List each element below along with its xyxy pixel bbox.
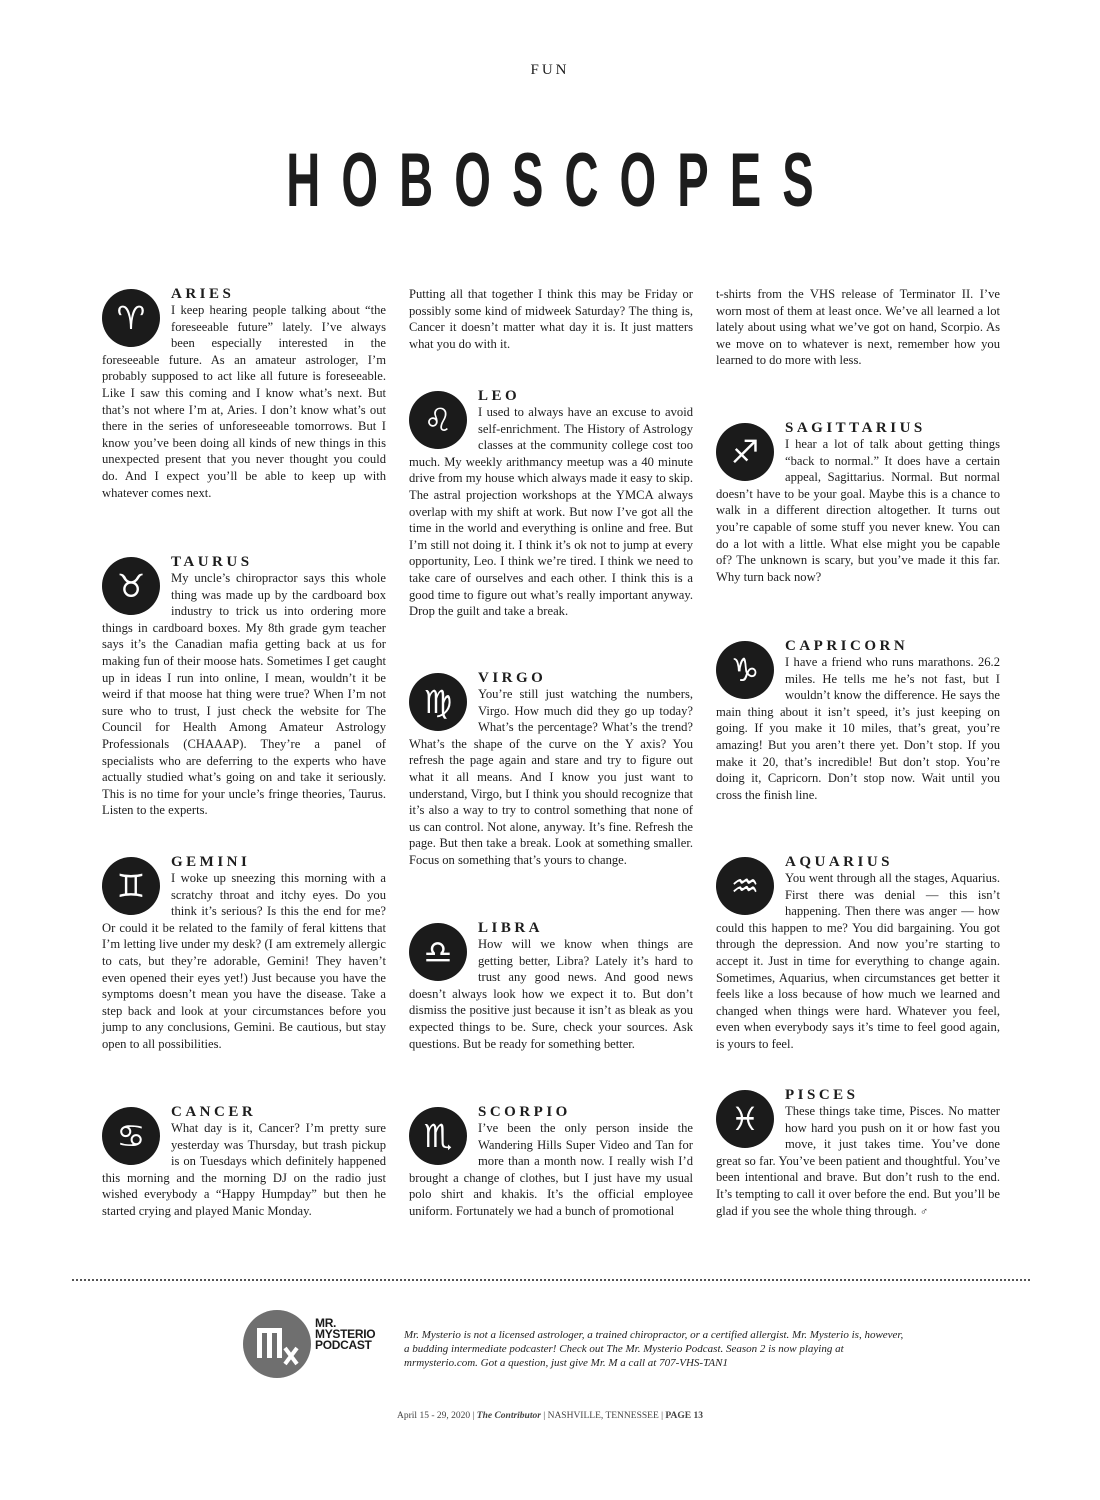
sign-name-taurus: TAURUS [171,554,253,570]
taurus-icon: ♉ [102,557,160,615]
footer-page-number: PAGE 13 [665,1411,703,1421]
entry-aries [102,286,386,501]
cancer-icon: ♋ [102,1107,160,1165]
gemini-icon: ♊ [102,857,160,915]
footer-location: NASHVILLE, TENNESSEE [547,1411,659,1421]
horoscope-text-leo: I used to always have an excuse to avoid self-enrichment. The History of Astrology classes at the community college cost too much. My weekly arithmancy meetup was a 40 minute drive from my house which always made it easy to skip. The astral projection workshops at the YMCA always overlap with my shift at work. But now I’ve got all the time in the world and everything is online and free. But I’m still not doing it. I think it’s ok not to jump at every opportunity, Leo. I think we’re tired. I think we need to take care of ourselves and each other. I think this is a good time to figure out what’s really important anyway. Drop the guilt and take a break. [409,405,693,619]
entry-leo [409,388,693,620]
podcast-logo-text: MR. MYSTERIO PODCAST [315,1316,376,1352]
sagittarius-icon: ♐ [716,423,774,481]
sign-name-pisces: PISCES [785,1087,859,1103]
libra-icon: ♎ [409,923,467,981]
pisces-icon: ♓ [716,1090,774,1148]
horoscope-text-sagittarius: I hear a lot of talk about getting things “back to normal.” It does have a certain appeal, Sagittarius. Normal. But normal doesn’t have to be your goal. Maybe this is a chance to walk in a different direction altogether. It turns out you’re capable of some stuff you never knew. You can do a lot with a little. What else might you be capable of? The unknown is scary, but you’ve made it this far. Why turn back now? [716,437,1000,584]
aquarius-icon: ♒ [716,857,774,915]
footer-publication: The Contributor [476,1411,541,1421]
page-footer: April 15 - 29, 2020 | The Contributor | NASHVILLE, TENNESSEE | PAGE 13 [397,1411,703,1421]
virgo-icon: ♍ [409,673,467,731]
entry-libra [409,920,693,1052]
sign-name-scorpio: SCORPIO [478,1104,571,1120]
entry-sagittarius [716,420,1000,585]
leo-icon: ♌ [409,391,467,449]
entry-aquarius [716,854,1000,1053]
page-title: HOBOSCOPES [286,138,835,223]
disclaimer-text: Mr. Mysterio is not a licensed astrologer, a trained chiropractor, or a certified allergist. Mr. Mysterio is, however, a budding intermediate podcaster! Check out The Mr. Mysterio Podcast. Season 2 is now playing at mrmysterio.com. Got a question, just give Mr. M a call at 707-VHS-TAN1 [404,1329,904,1369]
horoscope-text-capricorn: I have a friend who runs marathons. 26.2 miles. He tells me he’s not fast, but I wouldn’t know the difference. He says the main thing about it isn’t speed, it’s just keeping on going. If you make it 10 miles, that’s great, you’re amazing! But you aren’t there yet. Don’t stop. If you make it 20, that’s incredible! But don’t stop. You’re doing it, Capricorn. Don’t stop now. Wait until you cross the finish line. [716,655,1000,802]
sign-name-sagittarius: SAGITTARIUS [785,420,926,436]
sign-name-capricorn: CAPRICORN [785,638,909,654]
sign-name-gemini: GEMINI [171,854,251,870]
entry-gemini [102,854,386,1053]
dotted-divider [72,1279,1030,1281]
horoscope-text-aquarius: You went through all the stages, Aquarius. First there was denial — this isn’t happening. Then there was anger — how could this happen to me? You did bargaining. You got through the depression. And now you’re starting to accept it. Just in time for everything to change again. Sometimes, Aquarius, when circumstances get better it feels like a loss because of how much we learned and changed when things were hard. Whatever you feel, even when everybody says it’s time to feel good again, is yours to feel. [716,871,1000,1051]
horoscope-text-gemini: I woke up sneezing this morning with a scratchy throat and itchy eyes. Do you think it’s serious? Is this the end for me? Or could it be related to the family of feral kittens that I’m letting live under my desk? (I am extremely allergic to cats, but they’re adorable, Gemini! They haven’t even opened their eyes yet!) Just because you have the symptoms doesn’t mean you have the disease. Take a step back and look at your circumstances before you jump to any conclusions, Gemini. Be cautious, but stay open to all possibilities. [102,871,386,1051]
sign-name-cancer: CANCER [171,1104,257,1120]
horoscope-text-cancer-continued: Putting all that together I think this may be Friday or possibly some kind of midweek Saturday? The thing is, Cancer it doesn’t matter what day it is. It just matters what you do with it. [409,287,693,351]
mx-monogram-icon [251,1318,303,1370]
sign-name-aquarius: AQUARIUS [785,854,894,870]
horoscope-text-cancer: What day is it, Cancer? I’m pretty sure yesterday was Thursday, but trash pickup is on Tuesdays which definitely happened this morning and the morning DJ on the radio just wished everybody a “Happy Humpday” but then he started crying and played Manic Monday. [102,1121,386,1218]
section-label: FUN [530,62,570,78]
entry-scorpio [409,1104,693,1220]
horoscope-text-libra: How will we know when things are getting better, Libra? Lately it’s hard to trust any good news. And good news doesn’t always look how we expect it to. But don’t dismiss the positive just because it isn’t as bleak as you expected things to be. Sure, check your sources. Ask questions. But be ready for something better. [409,937,693,1051]
horoscope-text-aries: I keep hearing people talking about “the foreseeable future” lately. I’ve always been especially interested in the foreseeable future. As an amateur astrologer, I’m probably supposed to act like all future is foreseeable. Like I saw this coming and I know what’s next. But that’s not where I’m at, Aries. I don’t know what’s out there in the series of unforeseeable tomorrows. But I know you’ve been doing all kinds of new things in this unexpected present that you never thought you could do. And I expect you’ll be able to keep up with whatever comes next. [102,303,386,500]
scorpio-icon: ♏ [409,1107,467,1165]
entry-virgo [409,670,693,869]
horoscope-text-taurus: My uncle’s chiropractor says this whole thing was made up by the cardboard box industry to trick us into ordering more things in cardboard boxes. My 8th grade gym teacher says it’s the Canadian mafia getting back at us for making fun of their moose hats. Sometimes I get caught up in ideas I run into online, I mean, wouldn’t it be weird if that moose hat thing were true? When I’m not sure who to trust, I just check the website for The Council for Health Among Amateur Astrology Professionals (CHAAAP). They’re a panel of specialists who are deferring to the experts who have actually studied what’s going on and take it seriously. This is no time for your uncle’s fringe theories, Taurus. Listen to the experts. [102,571,386,818]
horoscope-text-virgo: You’re still just watching the numbers, Virgo. How much did they go up today? What’s the percentage? What’s the trend? What’s the shape of the curve on the Y axis? You refresh the page again and stare and try to figure out what it all means. And I know you just want to understand, Virgo, but I think you should recognize that it’s also a way to try to control something that none of us can control. Not alone, anyway. It’s fine. Refresh the page. But then take a break. Look at something smaller. Focus on something that’s yours to change. [409,687,693,867]
sign-name-aries: ARIES [171,286,235,302]
footer-date: April 15 - 29, 2020 [397,1411,471,1421]
end-mark-icon: ♂ [919,1205,929,1218]
podcast-logo-icon [243,1310,311,1378]
horoscope-text-scorpio-continued: t-shirts from the VHS release of Terminator II. I’ve worn most of them at least once. We’ve all learned a lot lately about using what we’ve got on hand, Scorpio. As we move on to whatever is next, remember how you learned to do more with less. [716,287,1000,368]
entry-taurus [102,554,386,819]
sign-name-libra: LIBRA [478,920,544,936]
horoscope-text-scorpio: I’ve been the only person inside the Wandering Hills Super Video and Tan for more than a month now. I really wish I’d brought a change of clothes, but I just have my usual polo shirt and khakis. It’s the official employee uniform. Fortunately we had a bunch of promotional [409,1121,693,1218]
sign-name-leo: LEO [478,388,521,404]
entry-cancer [102,1104,386,1220]
pisces-text: These things take time, Pisces. No matter how hard you push on it or how fast you move, it just takes time. You’ve done great so far. You’ve been patient and thoughtful. You’ve been intentional and brave. But don’t rush to the end. It’s tempting to call it over before the end. But you’ll be glad if you see the whole thing through. [716,1104,1000,1218]
aries-icon: ♈ [102,289,160,347]
sign-name-virgo: VIRGO [478,670,547,686]
entry-pisces [716,1087,1000,1220]
mr-mysterio-podcast-logo [243,1310,385,1382]
capricorn-icon: ♑ [716,641,774,699]
entry-capricorn [716,638,1000,803]
